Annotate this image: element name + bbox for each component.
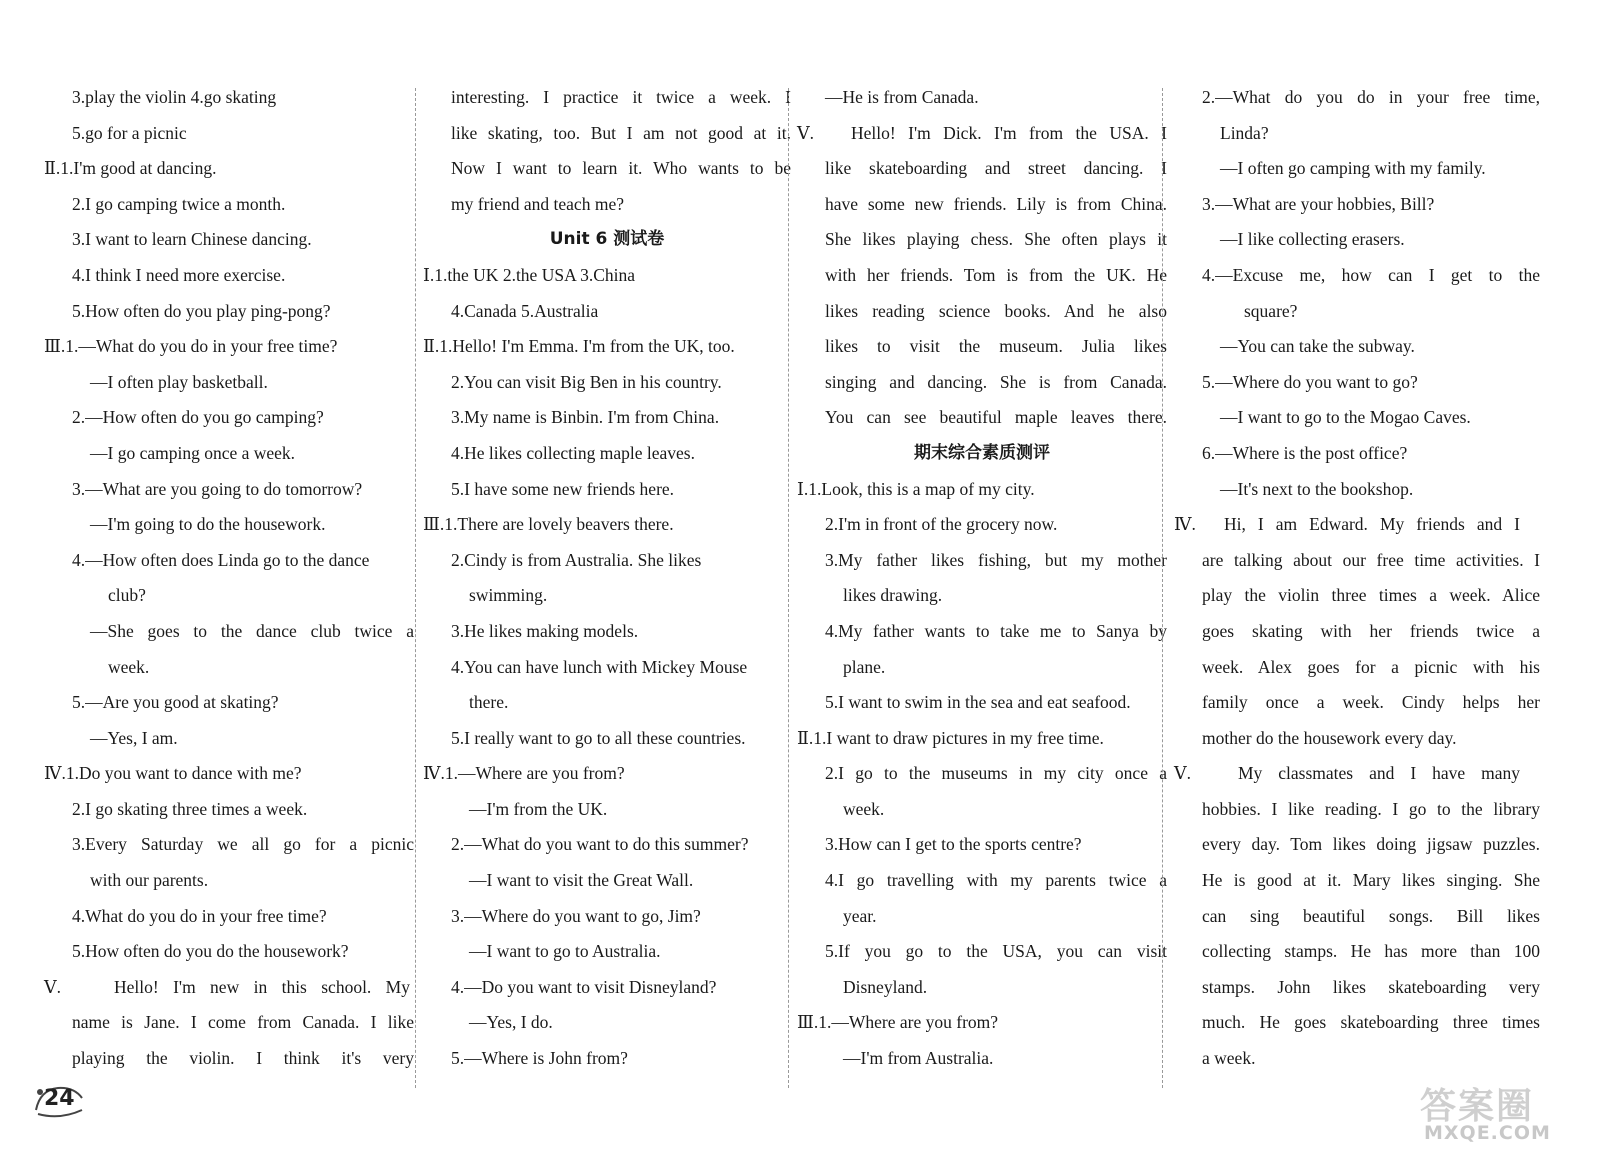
text-line: Ⅳ.1.—Where are you from? [423,763,625,784]
text-line: stamps. John likes skateboarding very [1202,976,1540,997]
column-divider [788,88,789,1088]
text-line: 5.How often do you play ping-pong? [72,300,331,321]
passage-text: Hi, I am Edward. My friends and I [1224,514,1520,535]
text-line: Ⅰ.1.the UK 2.the USA 3.China [423,264,636,285]
text-line: 3.My name is Binbin. I'm from China. [451,407,720,428]
text-line: there. [469,692,509,713]
watermark [1420,1078,1570,1150]
section-mark: Ⅴ. [797,122,815,143]
text-line: 3.How can I get to the sports centre? [825,834,1082,855]
text-line: playing the violin. I think it's very [72,1048,414,1069]
text-line: week. Alex goes for a picnic with his [1202,656,1540,677]
text-line: with her friends. Tom is from the UK. He [825,264,1167,285]
text-line: Ⅲ.1.—What do you do in your free time? [44,336,338,357]
section-mark: Ⅴ. [1174,763,1192,784]
text-line: Ⅲ.1.—Where are you from? [797,1012,999,1033]
text-line: 5.How often do you do the housework? [72,941,349,962]
text-line: Linda? [1220,122,1269,143]
text-line: 3.Every Saturday we all go for a picnic [72,834,414,855]
text-line: 5.I want to swim in the sea and eat seafood. [825,692,1131,713]
text-line: hobbies. I like reading. I go to the library [1202,798,1540,819]
text-line: 4.You can have lunch with Mickey Mouse [451,656,748,677]
watermark-url: MXQE.COM [1424,1122,1551,1144]
answer-column-2 [423,80,791,1077]
text-line: —Yes, I do. [469,1012,553,1033]
text-line: 2.I go to the museums in my city once a [825,763,1167,784]
text-line: with our parents. [90,870,209,891]
text-line: a week. [1202,1048,1256,1069]
text-line: 5.—Are you good at skating? [72,692,279,713]
text-line: 4.He likes collecting maple leaves. [451,442,695,463]
text-line: 5.If you go to the USA, you can visit [825,941,1167,962]
text-line: like skating, too. But I am not good at it. [451,122,791,143]
text-line: year. [843,905,877,926]
text-line: —I like collecting erasers. [1220,229,1405,250]
text-line: likes to visit the museum. Julia likes [825,336,1167,357]
passage-line [1174,756,1540,792]
text-line: week. [843,798,885,819]
page-number-text: 24 [44,1086,75,1111]
text-line: 4.—Excuse me, how can I get to the [1202,264,1540,285]
text-line: —You can take the subway. [1220,336,1415,357]
text-line: week. [108,656,150,677]
text-line: Ⅱ.1.I want to draw pictures in my free time. [797,727,1104,748]
section-heading: Unit 6 测试卷 [549,229,665,250]
text-line: 4.What do you do in your free time? [72,905,327,926]
text-line: Ⅰ.1.Look, this is a map of my city. [797,478,1035,499]
text-line: every day. Tom likes doing jigsaw puzzles. [1202,834,1540,855]
text-line: Ⅲ.1.There are lovely beavers there. [423,514,674,535]
passage-text: My classmates and I have many [1238,763,1520,784]
text-line: 6.—Where is the post office? [1202,442,1408,463]
passage-line [1174,507,1540,543]
text-line: —I want to go to the Mogao Caves. [1220,407,1471,428]
text-line: 3.He likes making models. [451,620,639,641]
text-line: —I want to visit the Great Wall. [469,870,694,891]
text-line: club? [108,585,146,606]
text-line: 4.Canada 5.Australia [451,300,599,321]
text-line: 3.My father likes fishing, but my mother [825,549,1167,570]
text-line: square? [1244,300,1298,321]
text-line: —Yes, I am. [90,727,178,748]
text-line: 4.I think I need more exercise. [72,264,286,285]
text-line: 2.—What do you do in your free time, [1202,87,1540,107]
text-line: —I often go camping with my family. [1220,158,1486,179]
text-line: —I go camping once a week. [90,442,296,463]
text-line: my friend and teach me? [451,193,624,214]
text-line: 2.—What do you want to do this summer? [451,834,749,855]
text-line: —He is from Canada. [825,87,979,107]
passage-line [797,116,1167,152]
text-line: Ⅱ.1.I'm good at dancing. [44,158,217,179]
text-line: 2.I go skating three times a week. [72,798,308,819]
text-line: likes drawing. [843,585,943,606]
text-line: She likes playing chess. She often plays it [825,229,1167,250]
text-line: like skateboarding and street dancing. I [825,158,1167,179]
text-line: 3.I want to learn Chinese dancing. [72,229,312,250]
passage-line [44,970,414,1006]
text-line: are talking about our free time activities. I [1202,549,1540,570]
text-line: —I'm from Australia. [843,1048,994,1069]
passage-text: Hello! I'm Dick. I'm from the USA. I [851,122,1167,143]
text-line: goes skating with her friends twice a [1202,620,1540,641]
text-line: 4.My father wants to take me to Sanya by [825,620,1167,641]
text-line: swimming. [469,585,548,606]
text-line: have some new friends. Lily is from China. [825,193,1167,214]
text-line: name is Jane. I come from Canada. I like [72,1012,414,1033]
section-mark: Ⅴ. [44,976,62,997]
text-line: family once a week. Cindy helps her [1202,692,1540,713]
text-line: Disneyland. [843,976,928,997]
text-line: 5.I have some new friends here. [451,478,675,499]
text-line: —It's next to the bookshop. [1220,478,1414,499]
text-line: —I'm from the UK. [469,798,608,819]
text-line: Ⅱ.1.Hello! I'm Emma. I'm from the UK, too. [423,336,735,357]
text-line: likes reading science books. And he also [825,300,1167,321]
text-line: 3.—Where do you want to go, Jim? [451,905,701,926]
text-line: plane. [843,656,886,677]
answer-column-3 [797,80,1167,1077]
text-line: Now I want to learn it. Who wants to be [451,158,791,179]
text-line: 5.I really want to go to all these countries. [451,727,746,748]
section-heading: 期末综合素质测评 [914,442,1050,463]
text-line: 4.—How often does Linda go to the dance [72,549,370,570]
text-line: —I'm going to do the housework. [90,514,326,535]
text-line: can sing beautiful songs. Bill likes [1202,905,1540,926]
text-line: collecting stamps. He has more than 100 [1202,941,1540,962]
watermark-logo: 答案圈 [1420,1086,1535,1127]
page-number [30,1080,88,1120]
text-line: 2.I'm in front of the grocery now. [825,514,1058,535]
text-line: 3.play the violin 4.go skating [72,87,277,107]
text-line: 2.Cindy is from Australia. She likes [451,549,702,570]
text-line: 2.—How often do you go camping? [72,407,324,428]
text-line: 2.You can visit Big Ben in his country. [451,371,722,392]
text-line: 5.—Where do you want to go? [1202,371,1418,392]
passage-text: Hello! I'm new in this school. My [114,976,410,997]
text-line: much. He goes skateboarding three times [1202,1012,1540,1033]
text-line: —She goes to the dance club twice a [90,620,414,641]
answer-column-4 [1174,80,1540,1077]
text-line: mother do the housework every day. [1202,727,1457,748]
text-line: singing and dancing. She is from Canada. [825,371,1167,392]
text-line: Ⅳ.1.Do you want to dance with me? [44,763,302,784]
text-line: —I often play basketball. [90,371,268,392]
text-line: 2.I go camping twice a month. [72,193,286,214]
text-line: 3.—What are your hobbies, Bill? [1202,193,1435,214]
text-line: You can see beautiful maple leaves there. [825,407,1167,428]
text-line: 5.go for a picnic [72,122,187,143]
text-line: 4.I go travelling with my parents twice a [825,870,1167,891]
text-line: 4.—Do you want to visit Disneyland? [451,976,717,997]
section-mark: Ⅳ. [1174,514,1196,535]
column-divider [1162,88,1163,1088]
text-line: interesting. I practice it twice a week. I [451,87,791,107]
text-line: 5.—Where is John from? [451,1048,628,1069]
text-line: He is good at it. Mary likes singing. She [1202,870,1540,891]
answer-column-1 [44,80,414,1077]
text-line: 3.—What are you going to do tomorrow? [72,478,363,499]
text-line: —I want to go to Australia. [469,941,661,962]
text-line: play the violin three times a week. Alice [1202,585,1540,606]
column-divider [415,88,416,1088]
